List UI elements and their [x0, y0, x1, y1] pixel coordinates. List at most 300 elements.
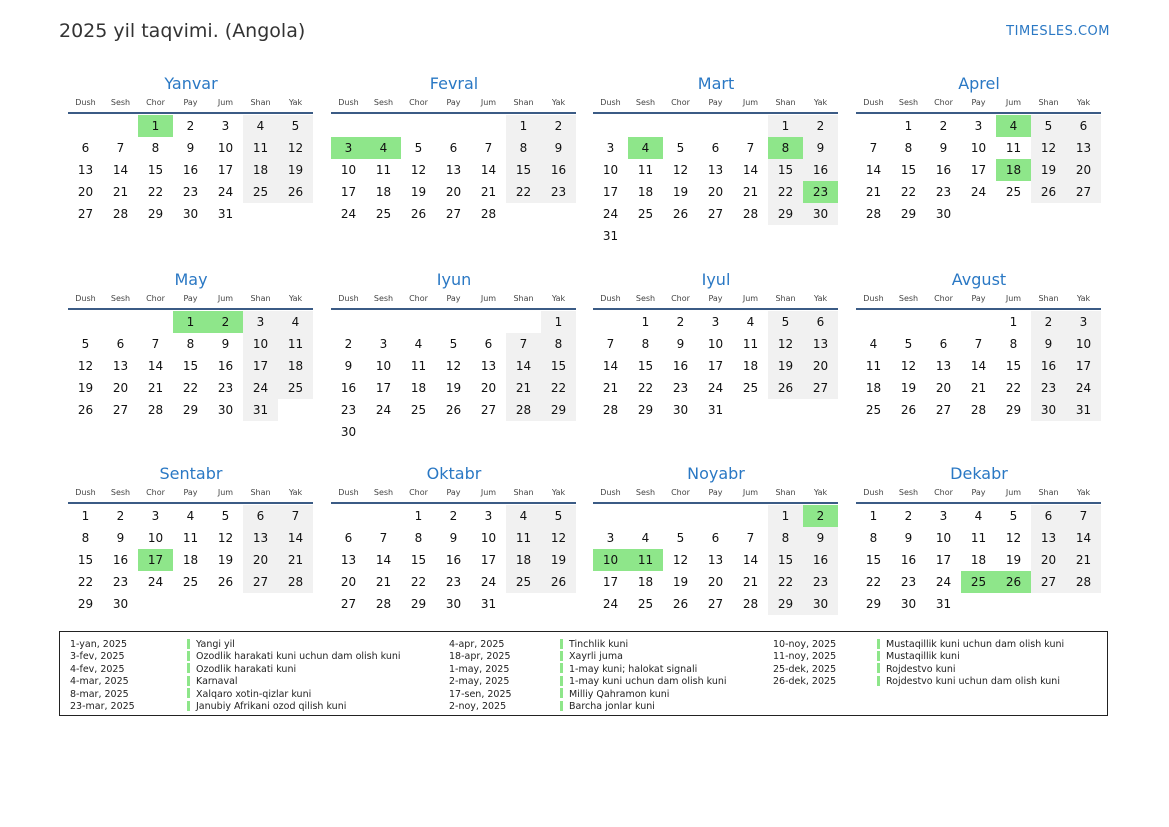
day-cell: 6 [484, 337, 493, 351]
weekday-label: Jum [480, 294, 497, 303]
holiday-date: 2-may, 2025 [449, 676, 510, 688]
brand-link[interactable]: TIMESLES.COM [1006, 24, 1110, 39]
day-cell: 8 [869, 531, 878, 545]
day-cell: 10 [602, 163, 619, 177]
day-cell: 3 [939, 509, 948, 523]
holiday-day-cell: 3 [331, 137, 366, 159]
legend-dates [449, 639, 512, 713]
day-cell: 17 [340, 185, 357, 199]
day-cell: 1 [768, 115, 803, 137]
empty-cell [436, 115, 471, 137]
holiday-date: 3-fev, 2025 [70, 651, 125, 663]
weekday-label: Jum [480, 98, 497, 107]
day-cell: 8 [1009, 337, 1018, 351]
day-cell: 17 [707, 359, 724, 373]
holiday-date: 11-noy, 2025 [773, 651, 837, 663]
day-cell: 30 [900, 597, 917, 611]
day-cell: 23 [541, 181, 576, 203]
weekday-label: Pay [446, 488, 461, 497]
weekday-label: Dush [600, 98, 621, 107]
day-cell: 8 [151, 141, 160, 155]
day-cell: 6 [1031, 505, 1066, 527]
day-cell: 29 [410, 597, 427, 611]
legend-dates [70, 639, 135, 713]
day-cell: 3 [243, 311, 278, 333]
day-cell: 11 [970, 531, 987, 545]
day-cell: 20 [340, 575, 357, 589]
day-cell: 1 [869, 509, 878, 523]
day-cell: 1 [1009, 315, 1018, 329]
day-cell: 4 [506, 505, 541, 527]
day-cell: 18 [637, 575, 654, 589]
day-cell: 12 [278, 137, 313, 159]
holiday-day-cell: 23 [803, 181, 838, 203]
day-cell: 22 [865, 575, 882, 589]
holiday-name: Milliy Qahramon kuni [569, 688, 670, 700]
day-cell: 13 [340, 553, 357, 567]
month-name: Mart [697, 74, 735, 93]
day-cell: 29 [865, 597, 882, 611]
holiday-day-cell: 8 [768, 137, 803, 159]
day-cell: 24 [935, 575, 952, 589]
day-cell: 28 [970, 403, 987, 417]
weekday-label: Yak [813, 294, 828, 303]
month-block [68, 270, 314, 421]
day-cell: 19 [445, 381, 462, 395]
day-cell: 14 [865, 163, 882, 177]
weekday-header [68, 96, 314, 110]
holiday-name: Ozodlik harakati kuni uchun dam olish kuni [196, 651, 401, 663]
empty-cell [103, 311, 138, 333]
weekday-label: Pay [708, 294, 723, 303]
weekday-label: Yak [813, 488, 828, 497]
weekday-label: Shan [775, 488, 796, 497]
day-cell: 21 [865, 185, 882, 199]
weekday-label: Sesh [898, 98, 919, 107]
day-cell: 7 [974, 337, 983, 351]
day-cell: 25 [182, 575, 199, 589]
day-cell: 19 [768, 355, 803, 377]
day-cell: 6 [81, 141, 90, 155]
day-cell: 10 [340, 163, 357, 177]
empty-cell [138, 311, 173, 333]
holiday-name: Mustaqillik kuni [886, 651, 960, 663]
empty-cell [628, 115, 663, 137]
empty-cell [663, 115, 698, 137]
day-cell: 4 [746, 315, 755, 329]
holiday-entry [187, 676, 401, 688]
day-cell: 9 [116, 531, 125, 545]
day-cell: 22 [637, 381, 654, 395]
weekday-label: Dush [75, 294, 96, 303]
day-cell: 23 [803, 571, 838, 593]
day-cell: 29 [637, 403, 654, 417]
holiday-marker [560, 639, 563, 649]
day-cell: 25 [375, 207, 392, 221]
weekday-label: Chor [146, 294, 165, 303]
day-cell: 6 [344, 531, 353, 545]
day-cell: 2 [186, 119, 195, 133]
weekday-label: Yak [288, 488, 303, 497]
day-cell: 8 [81, 531, 90, 545]
day-cell: 3 [1066, 311, 1101, 333]
day-cell: 16 [541, 159, 576, 181]
weekday-label: Pay [183, 98, 198, 107]
day-cell: 14 [375, 553, 392, 567]
day-cell: 10 [375, 359, 392, 373]
legend-names [187, 639, 401, 713]
day-cell: 13 [1031, 527, 1066, 549]
day-cell: 4 [243, 115, 278, 137]
day-cell: 26 [445, 403, 462, 417]
holiday-entry [187, 701, 401, 713]
day-cell: 9 [186, 141, 195, 155]
day-cell: 8 [506, 137, 541, 159]
holiday-name: Rojdestvo kuni [886, 663, 956, 675]
weekday-label: Sesh [898, 488, 919, 497]
day-cell: 22 [182, 381, 199, 395]
empty-cell [506, 311, 541, 333]
day-cell: 9 [803, 137, 838, 159]
day-cell: 8 [641, 337, 650, 351]
day-cell: 31 [217, 207, 234, 221]
empty-cell [471, 115, 506, 137]
day-cell: 11 [410, 359, 427, 373]
day-cell: 30 [340, 425, 357, 439]
day-cell: 3 [974, 119, 983, 133]
day-cell: 14 [506, 355, 541, 377]
empty-cell [366, 505, 401, 527]
holiday-marker [187, 676, 190, 686]
day-cell: 11 [637, 163, 654, 177]
holiday-name: Rojdestvo kuni uchun dam olish kuni [886, 676, 1060, 688]
weekday-label: Dush [338, 294, 359, 303]
day-cell: 26 [77, 403, 94, 417]
day-cell: 15 [865, 553, 882, 567]
weekday-label: Chor [671, 294, 690, 303]
legend-dates [773, 639, 836, 689]
day-cell: 29 [147, 207, 164, 221]
day-cell: 15 [541, 355, 576, 377]
day-cell: 26 [1031, 181, 1066, 203]
day-cell: 20 [1066, 159, 1101, 181]
holiday-day-cell: 10 [593, 549, 628, 571]
day-cell: 5 [1031, 115, 1066, 137]
day-cell: 5 [676, 531, 685, 545]
day-cell: 22 [541, 377, 576, 399]
day-cell: 3 [711, 315, 720, 329]
day-cell: 24 [340, 207, 357, 221]
day-cell: 15 [768, 549, 803, 571]
month-block [593, 270, 839, 421]
day-cell: 16 [445, 553, 462, 567]
holiday-day-cell: 4 [996, 115, 1031, 137]
day-cell: 13 [707, 163, 724, 177]
day-cell: 17 [602, 185, 619, 199]
day-cell: 4 [278, 311, 313, 333]
day-cell: 28 [480, 207, 497, 221]
header-rule [856, 502, 1101, 504]
day-cell: 7 [278, 505, 313, 527]
weekday-label: Dush [863, 294, 884, 303]
day-cell: 23 [935, 185, 952, 199]
weekday-header [331, 96, 577, 110]
day-cell: 4 [641, 531, 650, 545]
holiday-day-cell: 1 [138, 115, 173, 137]
day-cell: 11 [243, 137, 278, 159]
day-cell: 27 [77, 207, 94, 221]
day-cell: 7 [1066, 505, 1101, 527]
day-cell: 12 [217, 531, 234, 545]
day-cell: 24 [480, 575, 497, 589]
day-cell: 19 [672, 185, 689, 199]
day-cell: 1 [541, 311, 576, 333]
weekday-label: Jum [1005, 488, 1022, 497]
holiday-marker [187, 701, 190, 711]
day-cell: 1 [414, 509, 423, 523]
holiday-entry [877, 639, 1064, 651]
weekday-label: Yak [1076, 98, 1091, 107]
day-cell: 26 [672, 207, 689, 221]
weekday-label: Chor [934, 98, 953, 107]
days-grid [856, 115, 1102, 225]
day-cell: 14 [742, 553, 759, 567]
day-cell: 17 [217, 163, 234, 177]
weekday-header [593, 486, 839, 500]
day-cell: 31 [935, 597, 952, 611]
holiday-day-cell: 26 [996, 571, 1031, 593]
weekday-label: Sesh [110, 488, 131, 497]
weekday-header [331, 486, 577, 500]
day-cell: 13 [935, 359, 952, 373]
day-cell: 9 [221, 337, 230, 351]
holiday-entry [877, 676, 1064, 688]
holiday-entry [560, 639, 727, 651]
day-cell: 31 [243, 399, 278, 421]
day-cell: 17 [935, 553, 952, 567]
day-cell: 13 [480, 359, 497, 373]
month-name: Aprel [958, 74, 1000, 93]
holiday-day-cell: 1 [173, 311, 208, 333]
day-cell: 24 [1066, 377, 1101, 399]
day-cell: 21 [375, 575, 392, 589]
month-block [331, 74, 577, 225]
day-cell: 19 [77, 381, 94, 395]
month-block [68, 74, 314, 225]
day-cell: 11 [742, 337, 759, 351]
day-cell: 31 [1066, 399, 1101, 421]
weekday-header [593, 292, 839, 306]
day-cell: 19 [410, 185, 427, 199]
day-cell: 28 [375, 597, 392, 611]
day-cell: 18 [278, 355, 313, 377]
weekday-label: Chor [409, 294, 428, 303]
holiday-date: 4-fev, 2025 [70, 663, 125, 675]
empty-cell [68, 311, 103, 333]
weekday-label: Shan [513, 294, 534, 303]
weekday-label: Dush [600, 488, 621, 497]
weekday-header [331, 292, 577, 306]
holiday-entry [560, 701, 727, 713]
day-cell: 13 [445, 163, 462, 177]
day-cell: 23 [182, 185, 199, 199]
holiday-name: Yangi yil [196, 639, 235, 650]
empty-cell [856, 115, 891, 137]
holiday-marker [560, 651, 563, 661]
day-cell: 6 [711, 141, 720, 155]
day-cell: 22 [900, 185, 917, 199]
day-cell: 21 [112, 185, 129, 199]
holiday-date: 10-noy, 2025 [773, 639, 837, 650]
day-cell: 15 [147, 163, 164, 177]
day-cell: 20 [935, 381, 952, 395]
holiday-marker [187, 639, 190, 649]
day-cell: 9 [541, 137, 576, 159]
days-grid [593, 115, 839, 247]
weekday-label: Pay [183, 294, 198, 303]
weekday-label: Sesh [110, 294, 131, 303]
day-cell: 12 [541, 527, 576, 549]
holiday-day-cell: 25 [961, 571, 996, 593]
weekday-label: Sesh [635, 488, 656, 497]
weekday-label: Shan [250, 98, 271, 107]
empty-cell [471, 311, 506, 333]
day-cell: 21 [147, 381, 164, 395]
day-cell: 20 [77, 185, 94, 199]
day-cell: 27 [112, 403, 129, 417]
day-cell: 25 [637, 597, 654, 611]
day-cell: 10 [970, 141, 987, 155]
month-name: Sentabr [159, 464, 223, 483]
holiday-entry [187, 639, 401, 651]
day-cell: 14 [970, 359, 987, 373]
weekday-header [68, 292, 314, 306]
day-cell: 9 [1031, 333, 1066, 355]
days-grid [856, 311, 1102, 421]
day-cell: 28 [742, 207, 759, 221]
holiday-date: 2-noy, 2025 [449, 701, 507, 713]
holiday-entry [187, 689, 401, 701]
day-cell: 5 [541, 505, 576, 527]
days-grid [331, 311, 577, 443]
holiday-entry [187, 651, 401, 663]
day-cell: 11 [865, 359, 882, 373]
weekday-label: Sesh [898, 294, 919, 303]
holiday-day-cell: 4 [628, 137, 663, 159]
day-cell: 16 [112, 553, 129, 567]
day-cell: 25 [637, 207, 654, 221]
weekday-label: Chor [146, 98, 165, 107]
day-cell: 17 [602, 575, 619, 589]
day-cell: 1 [904, 119, 913, 133]
day-cell: 5 [1009, 509, 1018, 523]
weekday-label: Shan [513, 98, 534, 107]
day-cell: 16 [803, 159, 838, 181]
day-cell: 29 [77, 597, 94, 611]
day-cell: 27 [1031, 571, 1066, 593]
empty-cell [331, 505, 366, 527]
day-cell: 30 [672, 403, 689, 417]
day-cell: 14 [147, 359, 164, 373]
weekday-label: Sesh [373, 98, 394, 107]
day-cell: 9 [344, 359, 353, 373]
day-cell: 25 [278, 377, 313, 399]
month-name: Fevral [429, 74, 479, 93]
day-cell: 16 [182, 163, 199, 177]
day-cell: 26 [900, 403, 917, 417]
day-cell: 22 [77, 575, 94, 589]
day-cell: 11 [506, 527, 541, 549]
weekday-label: Shan [250, 488, 271, 497]
day-cell: 20 [112, 381, 129, 395]
empty-cell [436, 311, 471, 333]
day-cell: 11 [278, 333, 313, 355]
weekday-label: Yak [551, 294, 566, 303]
days-grid [68, 505, 314, 615]
holiday-marker [560, 663, 563, 673]
day-cell: 8 [904, 141, 913, 155]
day-cell: 18 [410, 381, 427, 395]
empty-cell [733, 115, 768, 137]
day-cell: 15 [506, 159, 541, 181]
holiday-day-cell: 11 [628, 549, 663, 571]
day-cell: 5 [676, 141, 685, 155]
day-cell: 14 [112, 163, 129, 177]
day-cell: 23 [672, 381, 689, 395]
weekday-label: Dush [338, 98, 359, 107]
weekday-label: Pay [971, 488, 986, 497]
day-cell: 18 [637, 185, 654, 199]
day-cell: 12 [445, 359, 462, 373]
month-name: Dekabr [950, 464, 1008, 483]
day-cell: 10 [480, 531, 497, 545]
day-cell: 19 [672, 575, 689, 589]
weekday-label: Chor [934, 294, 953, 303]
day-cell: 10 [935, 531, 952, 545]
day-cell: 15 [410, 553, 427, 567]
day-cell: 14 [602, 359, 619, 373]
empty-cell [663, 505, 698, 527]
empty-cell [926, 311, 961, 333]
holiday-marker [877, 663, 880, 673]
weekday-label: Chor [146, 488, 165, 497]
day-cell: 29 [768, 593, 803, 615]
day-cell: 30 [803, 593, 838, 615]
weekday-label: Pay [183, 488, 198, 497]
header-rule [856, 112, 1101, 114]
holiday-legend [59, 631, 1108, 716]
day-cell: 4 [869, 337, 878, 351]
header-rule [331, 308, 576, 310]
holiday-day-cell: 2 [803, 505, 838, 527]
day-cell: 6 [116, 337, 125, 351]
empty-cell [366, 115, 401, 137]
day-cell: 25 [506, 571, 541, 593]
day-cell: 10 [243, 333, 278, 355]
header-rule [331, 112, 576, 114]
day-cell: 17 [480, 553, 497, 567]
weekday-label: Dush [338, 488, 359, 497]
day-cell: 15 [768, 159, 803, 181]
day-cell: 25 [1005, 185, 1022, 199]
weekday-label: Chor [409, 98, 428, 107]
weekday-header [593, 96, 839, 110]
day-cell: 13 [243, 527, 278, 549]
day-cell: 2 [803, 115, 838, 137]
day-cell: 24 [217, 185, 234, 199]
day-cell: 16 [1031, 355, 1066, 377]
day-cell: 23 [112, 575, 129, 589]
